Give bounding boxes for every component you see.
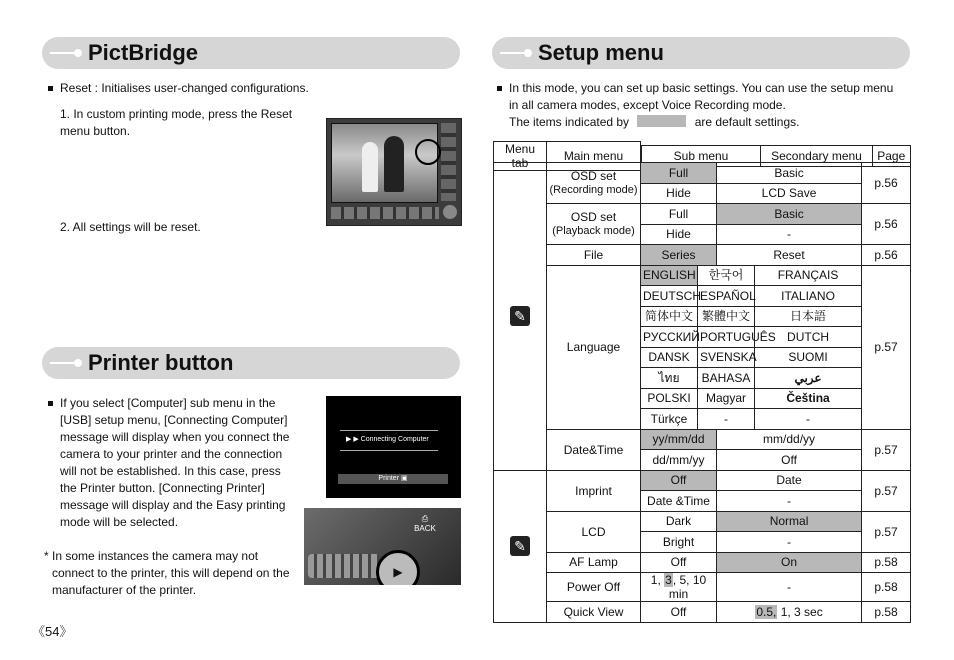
sec-cell: Date [717, 470, 862, 491]
sec-cell: On [717, 552, 862, 573]
page-cell: p.58 [862, 552, 911, 573]
page-cell: p.57 [862, 429, 911, 470]
setup-menu-body [493, 162, 911, 623]
language-cell: DEUTSCH [641, 286, 698, 307]
page-cell: p.57 [862, 265, 911, 429]
step1-text: 1. In custom printing mode, press the Reset menu button. [60, 107, 293, 138]
menu-tab-2 [494, 470, 547, 622]
setup-intro: In this mode, you can set up basic settings. You can use the setup menu in all camera modes, except Voice Recording mode. [509, 80, 904, 114]
printer-button-title: Printer button [88, 350, 234, 375]
highlight-circle [415, 139, 441, 165]
language-cell: ESPAÑOL [698, 286, 755, 307]
sec-cell: mm/dd/yy [717, 429, 862, 450]
main-cell: Language [547, 265, 641, 429]
person-figure [362, 142, 378, 192]
main-cell: Quick View [547, 602, 641, 623]
setup-2-icon: ✎ [510, 536, 530, 556]
sub-cell: yy/mm/dd [641, 429, 717, 450]
main-cell: OSD set (Recording mode) [547, 163, 641, 204]
page-cell: p.57 [862, 470, 911, 511]
language-cell: Türkçe [641, 409, 698, 430]
page-cell: p.56 [862, 163, 911, 204]
language-cell: DUTCH [755, 327, 862, 348]
sub-cell: Full [641, 163, 717, 184]
sub-cell: Bright [641, 532, 717, 553]
sec-cell: 0.5, 1, 3 sec [717, 602, 862, 623]
sub-cell: Hide [641, 224, 717, 245]
sub-cell: dd/mm/yy [641, 450, 717, 471]
sub-cell: Hide [641, 183, 717, 204]
sub-cell: Full [641, 204, 717, 225]
sub-cell: Off [641, 552, 717, 573]
page-cell: p.58 [862, 602, 911, 623]
sec-cell: Basic [717, 163, 862, 184]
main-cell: LCD [547, 511, 641, 552]
person-figure [384, 136, 404, 192]
language-cell: 日本語 [755, 306, 862, 327]
camera-lcd-image [326, 118, 462, 226]
connecting-screen [326, 396, 461, 498]
language-cell: 繁體中文 [698, 306, 755, 327]
setup-menu-title: Setup menu [538, 40, 664, 65]
bullet-icon [497, 86, 502, 91]
sub-cell: Dark [641, 511, 717, 532]
printer-bar: Printer ▣ [338, 474, 448, 484]
dial-bar [308, 554, 380, 578]
language-cell: РУССКИЙ [641, 327, 698, 348]
printer-button-header [42, 347, 460, 379]
language-cell: Magyar [698, 388, 755, 409]
language-cell: SVENSKA [698, 347, 755, 368]
printer-text: If you select [Computer] sub menu in the [USB] setup menu, [Connecting Computer] message will display when you connect the camera to your printer and the connection will not be established. In this case, press the Printer button. [Connecting Printer] message will display and the Easy printing mode will be selected. [60, 395, 300, 531]
default-swatch [637, 115, 686, 127]
sub-cell: Date &Time [641, 491, 717, 512]
language-cell: FRANÇAIS [755, 265, 862, 286]
bullet-icon [48, 86, 53, 91]
camera-back-photo [304, 508, 461, 585]
sec-cell: - [717, 532, 862, 553]
page-cell: p.57 [862, 511, 911, 552]
header-cell: Secondary menu [761, 146, 873, 167]
sub-cell: Series [641, 245, 717, 266]
language-cell: BAHASA [698, 368, 755, 389]
language-cell: ไทย [641, 368, 698, 389]
bullet-icon [48, 401, 53, 406]
sec-cell: - [717, 491, 862, 512]
language-cell: Čeština [755, 388, 862, 409]
language-cell: PORTUGUÊS [698, 327, 755, 348]
reset-text: Reset : Initialises user-changed configurations. [60, 80, 320, 97]
main-cell: Power Off [547, 573, 641, 602]
main-cell: OSD set (Playback mode) [547, 204, 641, 245]
sec-cell: Reset [717, 245, 862, 266]
header-cell: Sub menu [642, 146, 761, 167]
language-cell: ITALIANO [755, 286, 862, 307]
page-cell: p.56 [862, 204, 911, 245]
sub-cell: Off [641, 602, 717, 623]
printer-note: * In some instances the camera may not connect to the printer, this will depend on the manufacturer of the printer. [44, 549, 290, 597]
main-cell: Date&Time [547, 429, 641, 470]
sub-cell: Off [641, 470, 717, 491]
page-cell: p.58 [862, 573, 911, 602]
pictbridge-title: PictBridge [88, 40, 199, 65]
button-column [441, 123, 456, 201]
language-cell: POLSKI [641, 388, 698, 409]
main-cell: File [547, 245, 641, 266]
header-cell: Page [873, 146, 911, 167]
language-cell: 한국어 [698, 265, 755, 286]
sec-cell: Normal [717, 511, 862, 532]
setup-1-icon: ✎ [510, 306, 530, 326]
sec-cell: LCD Save [717, 183, 862, 204]
setup-menu-header [492, 37, 910, 69]
default-legend: The items indicated by are default settings. [509, 115, 800, 129]
language-cell: - [755, 409, 862, 430]
language-cell: 简体中文 [641, 306, 698, 327]
printer-button-icon: ⎙ BACK [414, 514, 436, 533]
menu-tab-1 [494, 163, 547, 471]
sub-cell: 1, 3, 5, 10 min [641, 573, 717, 602]
header-cell: Menu tab [494, 142, 547, 171]
sec-cell: Off [717, 450, 862, 471]
main-cell: Imprint [547, 470, 641, 511]
page-cell: p.56 [862, 245, 911, 266]
pictbridge-header [42, 37, 460, 69]
language-cell: عربي [755, 368, 862, 389]
language-cell: DANSK [641, 347, 698, 368]
language-cell: SUOMI [755, 347, 862, 368]
language-cell: - [698, 409, 755, 430]
play-circle-icon: ▶ [376, 550, 420, 585]
play-button-icon [443, 205, 457, 219]
main-cell: AF Lamp [547, 552, 641, 573]
sec-cell: - [717, 573, 862, 602]
connecting-text: ▶ ▶ Connecting Computer [346, 436, 429, 443]
header-cell: Main menu [547, 142, 641, 171]
language-cell: ENGLISH [641, 265, 698, 286]
page-number: 《54》 [32, 624, 73, 639]
step2-text: 2. All settings will be reset. [60, 220, 201, 234]
sec-cell: - [717, 224, 862, 245]
sec-cell: Basic [717, 204, 862, 225]
bottom-button-row [331, 207, 439, 219]
